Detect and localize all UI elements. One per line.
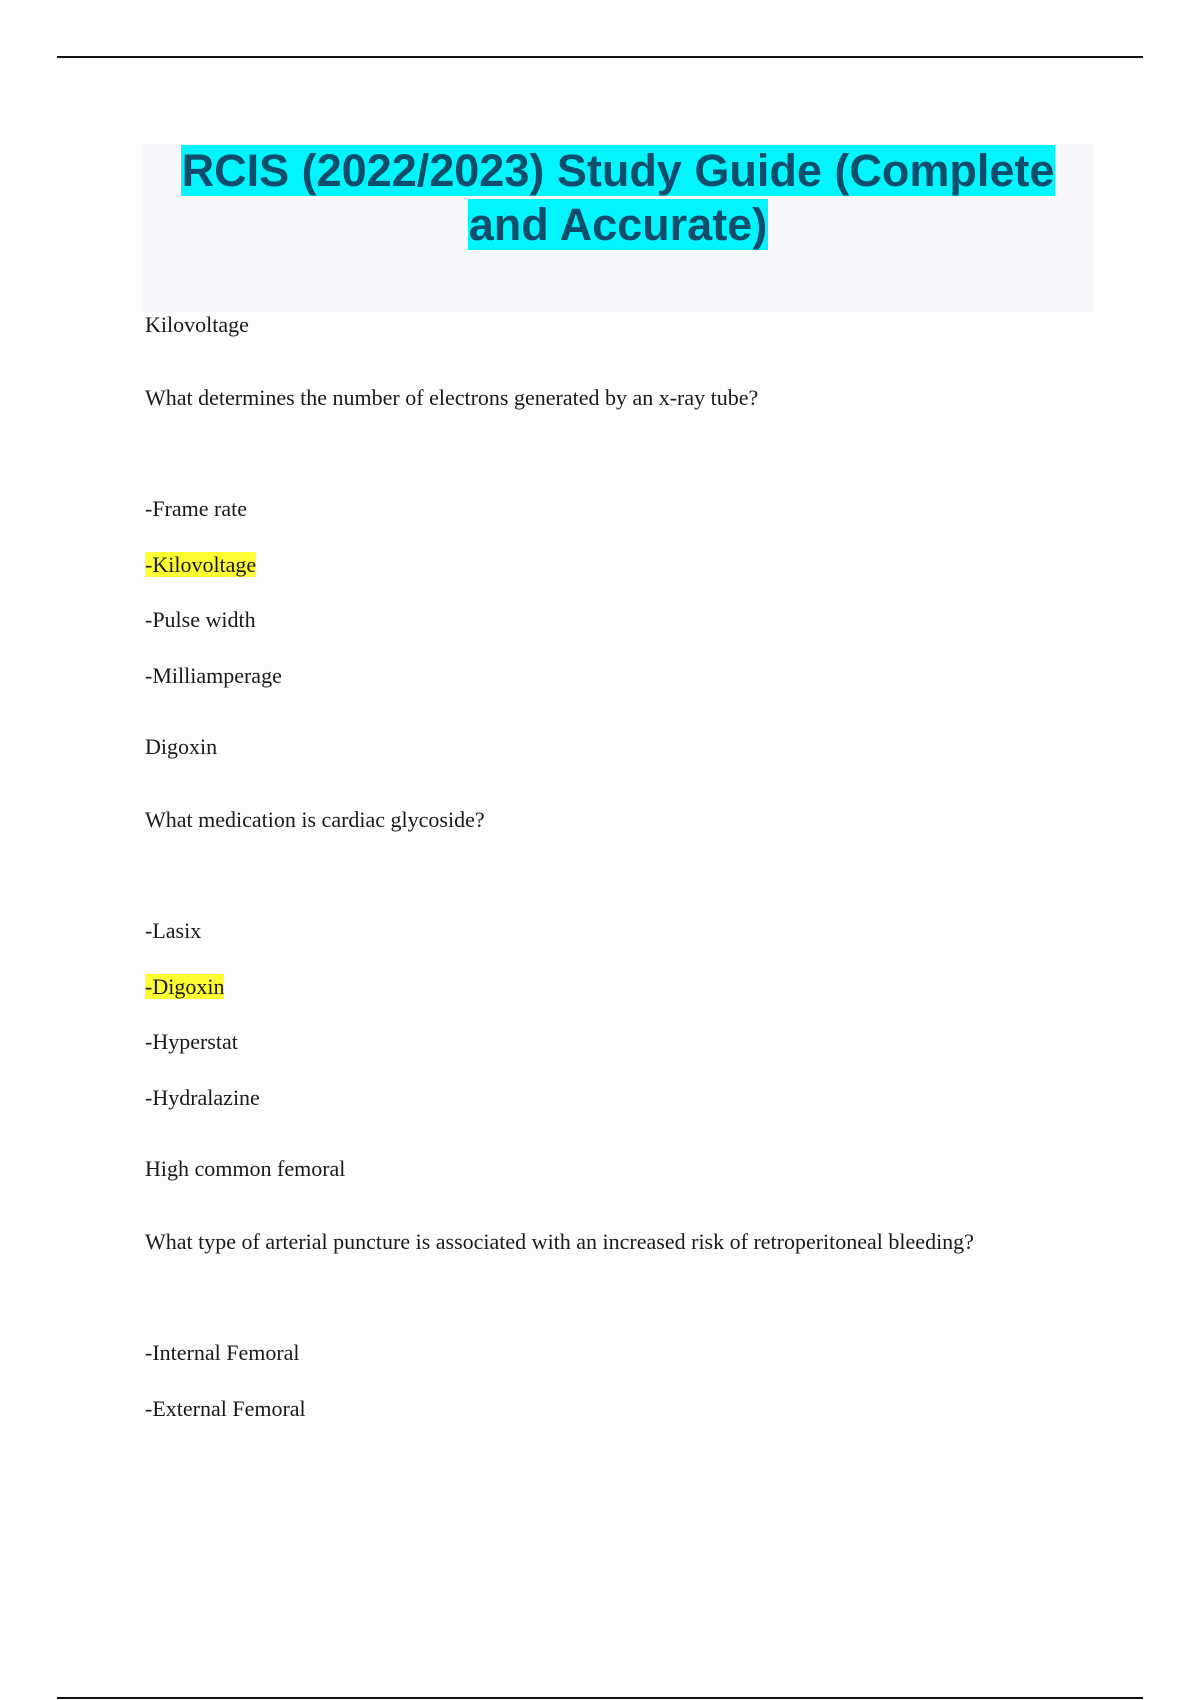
option-item: -Hydralazine bbox=[145, 1085, 260, 1110]
title-block bbox=[143, 144, 1093, 312]
answer-text: High common femoral bbox=[145, 1156, 346, 1181]
correct-highlight: -Digoxin bbox=[145, 974, 225, 999]
option-item: -Internal Femoral bbox=[145, 1340, 300, 1365]
option-item-correct bbox=[145, 974, 224, 1000]
answer-text: Kilovoltage bbox=[145, 312, 249, 337]
page-bottom-rule bbox=[57, 1697, 1143, 1699]
option-item: -Milliamperage bbox=[145, 663, 282, 688]
option-item: -Lasix bbox=[145, 918, 202, 943]
option-item-correct bbox=[145, 552, 256, 578]
option-item: -Pulse width bbox=[145, 607, 256, 632]
answer-text: Digoxin bbox=[145, 734, 218, 759]
option-item: -Frame rate bbox=[145, 496, 247, 521]
question-text: What medication is cardiac glycoside? bbox=[145, 807, 485, 832]
question-text: What type of arterial puncture is associated with an increased risk of retroperitoneal bleeding? bbox=[145, 1229, 974, 1254]
question-text: What determines the number of electrons generated by an x-ray tube? bbox=[145, 385, 759, 410]
document-title: RCIS (2022/2023) Study Guide (Complete and Accurate) bbox=[181, 145, 1055, 250]
option-item: -Hyperstat bbox=[145, 1029, 238, 1054]
page-top-rule bbox=[57, 56, 1143, 58]
option-item: -External Femoral bbox=[145, 1396, 306, 1421]
correct-highlight: -Kilovoltage bbox=[145, 552, 257, 577]
